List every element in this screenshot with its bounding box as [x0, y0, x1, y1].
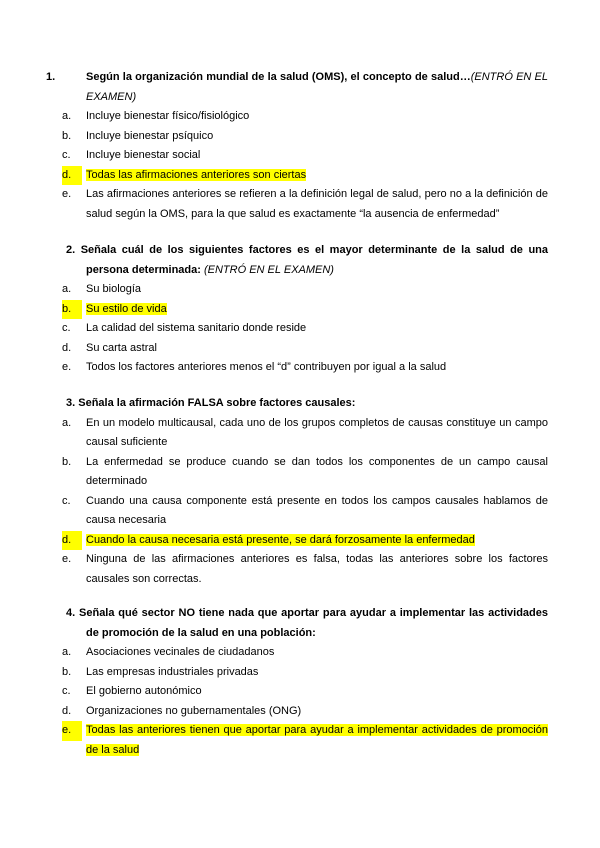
exam-note: (ENTRÓ EN EL EXAMEN) — [203, 263, 334, 276]
option-letter: c. — [62, 685, 71, 697]
option-c[interactable] — [62, 682, 548, 702]
question-title — [66, 241, 548, 280]
option-e[interactable] — [62, 550, 548, 589]
option-letter: a. — [62, 416, 72, 429]
option-letter: b. — [62, 129, 72, 142]
question-title — [66, 394, 548, 414]
option-text: Asociaciones vecinales de ciudadanos — [86, 646, 275, 658]
option-letter: a. — [62, 110, 72, 122]
option-c[interactable] — [62, 146, 548, 166]
question-1 — [46, 68, 548, 224]
option-d[interactable] — [62, 531, 548, 551]
option-text: Incluye bienestar psíquico — [86, 129, 214, 142]
option-c[interactable] — [62, 492, 548, 531]
option-b[interactable] — [62, 300, 548, 320]
question-text: Señala cuál de los siguientes factores es el mayor determinante de la salud de una persona determinada: — [80, 244, 549, 276]
option-letter: c. — [62, 494, 71, 507]
option-text: Todas las anteriores tienen que aportar para ayudar a implementar actividades de promoción de la salud — [86, 724, 548, 756]
option-letter: b. — [62, 665, 72, 678]
option-text: Ninguna de las afirmaciones anteriores es falsa, todas las anteriores sobre los factores causales son correctas. — [86, 553, 548, 585]
question-number: 1. — [46, 71, 56, 83]
option-text: Cuando la causa necesaria está presente, se dará forzosamente la enfermedad — [86, 533, 475, 546]
question-number: 2. — [66, 244, 76, 256]
option-text: Cuando una causa componente está presente en todos los campos causales hablamos de causa necesaria — [86, 494, 548, 526]
question-4 — [62, 604, 548, 760]
question-text: Según la organización mundial de la salud (OMS), el concepto de salud… — [86, 71, 471, 83]
option-text: Organizaciones no gubernamentales (ONG) — [86, 704, 302, 717]
option-b[interactable] — [62, 127, 548, 147]
option-a[interactable] — [62, 107, 548, 127]
question-number: 4. — [66, 607, 76, 619]
question-3 — [62, 394, 548, 589]
option-e[interactable] — [62, 185, 548, 224]
option-d[interactable] — [62, 702, 548, 722]
option-b[interactable] — [62, 453, 548, 492]
question-title — [46, 68, 548, 107]
option-text: Todos los factores anteriores menos el “d” contribuyen por igual a la salud — [86, 361, 447, 373]
option-text: Su biología — [86, 283, 142, 295]
option-text: En un modelo multicausal, cada uno de los grupos completos de causas constituye un campo causal suficiente — [86, 416, 548, 448]
option-text: Las empresas industriales privadas — [86, 665, 259, 678]
option-text: Incluye bienestar social — [86, 149, 201, 161]
option-e[interactable] — [62, 358, 548, 378]
option-letter: a. — [62, 283, 72, 295]
option-letter: b. — [62, 455, 72, 468]
option-letter: c. — [62, 322, 71, 334]
option-text: Incluye bienestar físico/fisiológico — [86, 110, 250, 122]
option-text: Las afirmaciones anteriores se refieren a la definición legal de salud, pero no a la definición de salud según la OMS, para la que salud es exactamente “la ausencia de enfermedad” — [86, 188, 548, 220]
option-text: La calidad del sistema sanitario donde reside — [86, 322, 307, 334]
option-a[interactable] — [62, 414, 548, 453]
option-d[interactable] — [62, 339, 548, 359]
option-c[interactable] — [62, 319, 548, 339]
option-letter: d. — [62, 531, 82, 551]
option-letter: e. — [62, 553, 72, 565]
question-text: Señala qué sector NO tiene nada que aportar para ayudar a implementar las actividades de promoción de la salud en una población: — [79, 607, 548, 639]
question-title — [66, 604, 548, 643]
option-e[interactable] — [62, 721, 548, 760]
option-letter: c. — [62, 149, 71, 161]
option-text: La enfermedad se produce cuando se dan todos los componentes de un campo causal determinado — [86, 455, 548, 487]
option-text: Su carta astral — [86, 341, 157, 354]
exam-note: (ENTRÓ EN EL EXAMEN) — [86, 71, 548, 103]
question-number: 3. — [66, 397, 76, 409]
option-letter: d. — [62, 704, 72, 717]
option-a[interactable] — [62, 643, 548, 663]
option-letter: b. — [62, 300, 82, 320]
option-letter: d. — [62, 166, 82, 186]
option-text: Todas las afirmaciones anteriores son ciertas — [86, 168, 307, 181]
option-a[interactable] — [62, 280, 548, 300]
option-text: Su estilo de vida — [86, 302, 167, 315]
option-letter: e. — [62, 721, 82, 741]
option-letter: e. — [62, 361, 72, 373]
question-text: Señala la afirmación FALSA sobre factores causales: — [78, 397, 356, 409]
option-d[interactable] — [62, 166, 548, 186]
option-b[interactable] — [62, 663, 548, 683]
option-letter: a. — [62, 646, 72, 658]
option-letter: e. — [62, 188, 72, 200]
question-2 — [62, 241, 549, 378]
option-text: El gobierno autonómico — [86, 685, 202, 697]
option-letter: d. — [62, 341, 72, 354]
